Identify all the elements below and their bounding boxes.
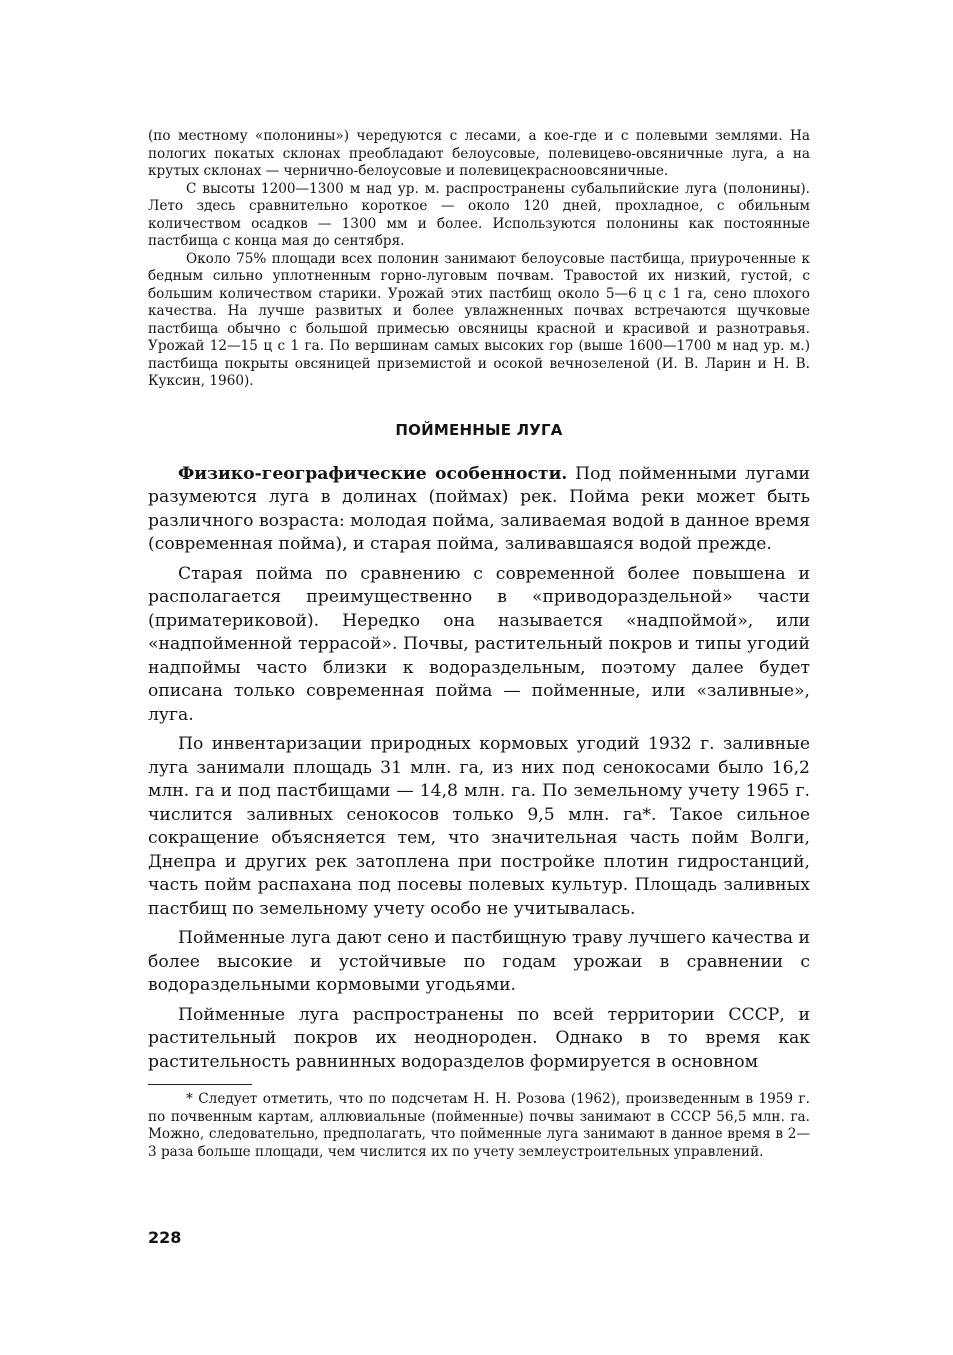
page-content [148,128,810,1161]
body-paragraph-3: По инвентаризации природных кормовых угодий 1932 г. заливные луга занимали площадь 31 млн. га, из них под сенокосами было 16,2 млн. га и под пастбищами — 14,8 млн. га. По земельному учету 1965 г. числится заливных сенокосов только 9,5 млн. га*. Такое сильное сокращение объясняется тем, что значительная часть пойм Волги, Днепра и других рек затоплена при постройке плотин гидростанций, часть пойм распахана под посевы полевых культур. Площадь заливных пастбищ по земельному учету особо не учитывалась. [148,734,810,919]
paragraph-text: Под пойменными лугами разумеются луга в долинах (поймах) рек. Пойма реки может быть различного возраста: молодая пойма, заливаемая водой в данное время (современная пойма), и старая пойма, заливавшаяся водой прежде. [148,463,810,554]
body-paragraph-2: Старая пойма по сравнению с современной более повышена и располагается преимущественно в «приводораздельной» части (приматериковой). Нередко она называется «надпоймой», или «надпойменной террасой». Почвы, растительный покров и типы угодий надпоймы часто близки к водораздельным, поэтому далее будет описана только современная пойма — пойменные, или «заливные», луга. [148,563,810,725]
body-paragraph-4: Пойменные луга дают сено и пастбищную траву лучшего качества и более высокие и устойчивые по годам урожаи в сравнении с водораздельными кормовыми угодьями. [148,928,810,995]
intro-paragraph: (по местному «полонины») чередуются с лесами, а кое-где и с полевыми землями. На пологих покатых склонах преобладают белоусовые, полевицево-овсяничные луга, а на крутых склонах — чернично-белоусовые и полевицекрасноовсяничные. [148,128,810,179]
section-title: ПОЙМЕННЫЕ ЛУГА [395,420,563,439]
subalpine-paragraph: С высоты 1200—1300 м над ур. м. распространены субальпийские луга (полонины). Лето здесь сравнительно короткое — около 120 дней, прохладное, с обильным количеством осадков — 1300 мм и более. Используются полонины как постоянные пастбища с конца мая до сентября. [148,180,810,249]
page-number: 228 [148,1228,182,1247]
pasture-paragraph: Около 75% площади всех полонин занимают белоусовые пастбища, приуроченные к бедным сильно уплотненным горно-луговым почвам. Травостой их низкий, густой, с большим количеством старики. Урожай этих пастбищ около 5—6 ц с 1 га, сено плохого качества. На лучше развитых и более увлажненных почвах встречаются щучковые пастбища обычно с большой примесью овсяницы красной и красивой и разнотравья. Урожай 12—15 ц с 1 га. По вершинам самых высоких гор (выше 1600—1700 м над ур. м.) пастбища покрыты овсяницей приземистой и осокой вечнозеленой (И. В. Ларин и Н. В. Куксин, 1960). [148,250,810,389]
body-paragraph-5: Пойменные луга распространены по всей территории СССР, и растительный покров их неоднороден. Однако в то время как растительность равнинных водоразделов формируется в основном [148,1004,810,1072]
body-paragraph-1 [148,463,810,557]
footnote: * Следует отметить, что по подсчетам Н. Н. Розова (1962), произведенным в 1959 г. по почвенным картам, аллювиальные (пойменные) почвы занимают в СССР 56,5 млн. га. Можно, следовательно, предполагать, что пойменные луга занимают в данное время в 2—3 раза больше площади, чем числится их по учету землеустроительных управлений. [148,1091,810,1160]
footnote-divider [148,1084,252,1085]
paragraph-lead: Физико-географические особенности. [178,463,568,484]
